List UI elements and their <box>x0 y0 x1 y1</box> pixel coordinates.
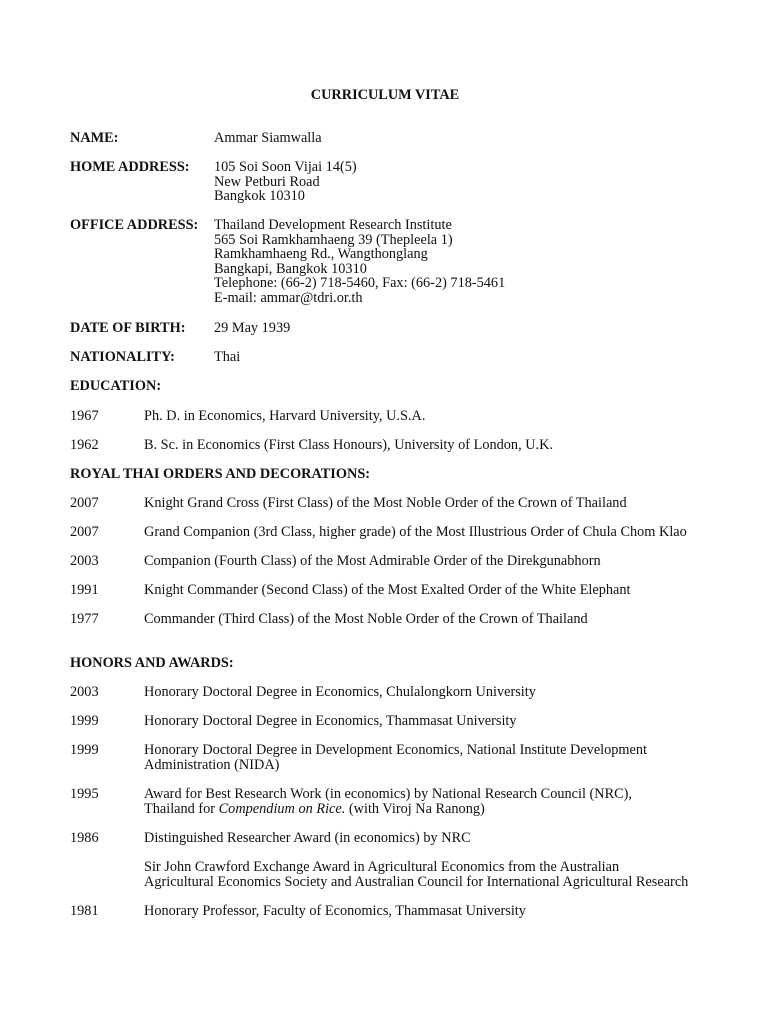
honor-year: 1981 <box>70 903 99 919</box>
honors-heading: HONORS AND AWARDS: <box>70 655 234 671</box>
honor-text-line: Sir John Crawford Exchange Award in Agricultural Economics from the Australian <box>144 859 620 875</box>
document-title: CURRICULUM VITAE <box>310 87 460 103</box>
book-title: Compendium on Rice. <box>218 800 346 817</box>
honor-text: Honorary Doctoral Degree in Economics, Thammasat University <box>144 713 517 729</box>
honor-text-line: Honorary Doctoral Degree in Development Economics, National Institute Development <box>144 742 648 758</box>
nationality-value: Thai <box>214 349 241 365</box>
honor-year: 2003 <box>70 684 99 700</box>
honor-year: 1995 <box>70 786 99 802</box>
name-value: Ammar Siamwalla <box>214 130 322 146</box>
office-address-line: Ramkhamhaeng Rd., Wangthonglang <box>214 246 428 263</box>
order-text: Grand Companion (3rd Class, higher grade) of the Most Illustrious Order of Chula Chom Klao <box>144 524 687 540</box>
home-address-line: New Petburi Road <box>214 173 320 190</box>
honor-text-line: Agricultural Economics Society and Australian Council for International Agricultural Research <box>144 873 689 890</box>
dob-label: DATE OF BIRTH: <box>70 320 186 336</box>
office-address-label: OFFICE ADDRESS: <box>70 217 199 233</box>
education-heading: EDUCATION: <box>70 378 162 394</box>
home-address-value <box>214 160 357 204</box>
honor-text-line: Administration (NIDA) <box>144 756 280 773</box>
home-address-line: 105 Soi Soon Vijai 14(5) <box>214 159 357 175</box>
honor-year: 1986 <box>70 830 99 846</box>
orders-heading: ROYAL THAI ORDERS AND DECORATIONS: <box>70 466 371 482</box>
order-text: Knight Commander (Second Class) of the Most Exalted Order of the White Elephant <box>144 582 631 598</box>
honor-text: Distinguished Researcher Award (in economics) by NRC <box>144 830 471 846</box>
honor-text-line <box>144 802 632 817</box>
education-text: B. Sc. in Economics (First Class Honours), University of London, U.K. <box>144 437 554 453</box>
honor-text-prefix: Thailand for <box>144 800 219 817</box>
office-address-line: Bangkapi, Bangkok 10310 <box>214 260 367 277</box>
honor-text-line: Award for Best Research Work (in economics) by National Research Council (NRC), <box>144 786 632 802</box>
office-address-value <box>214 218 505 306</box>
order-year: 1991 <box>70 582 99 598</box>
order-year: 2007 <box>70 495 99 511</box>
office-address-line: Thailand Development Research Institute <box>214 217 452 233</box>
order-year: 2003 <box>70 553 99 569</box>
honor-year: 1999 <box>70 713 99 729</box>
dob-value: 29 May 1939 <box>214 320 291 336</box>
order-year: 1977 <box>70 611 99 627</box>
honor-text: Honorary Doctoral Degree in Economics, Chulalongkorn University <box>144 684 536 700</box>
honor-text-suffix: (with Viroj Na Ranong) <box>345 800 485 817</box>
office-address-line: 565 Soi Ramkhamhaeng 39 (Thepleela 1) <box>214 231 453 248</box>
honor-year: 1999 <box>70 742 99 758</box>
order-text: Commander (Third Class) of the Most Noble Order of the Crown of Thailand <box>144 611 588 627</box>
nationality-label: NATIONALITY: <box>70 349 175 365</box>
name-label: NAME: <box>70 130 119 146</box>
education-text: Ph. D. in Economics, Harvard University, U.S.A. <box>144 408 426 424</box>
home-address-label: HOME ADDRESS: <box>70 159 190 175</box>
order-text: Companion (Fourth Class) of the Most Admirable Order of the Direkgunabhorn <box>144 553 601 569</box>
honor-text <box>144 860 688 889</box>
honor-text <box>144 743 647 772</box>
education-year: 1962 <box>70 437 99 453</box>
education-year: 1967 <box>70 408 99 424</box>
order-text: Knight Grand Cross (First Class) of the Most Noble Order of the Crown of Thailand <box>144 495 627 511</box>
honor-text: Honorary Professor, Faculty of Economics, Thammasat University <box>144 903 526 919</box>
office-address-line: Telephone: (66-2) 718-5460, Fax: (66-2) 718-5461 <box>214 275 506 292</box>
office-email-line: E-mail: ammar@tdri.or.th <box>214 289 363 306</box>
order-year: 2007 <box>70 524 99 540</box>
home-address-line: Bangkok 10310 <box>214 188 305 205</box>
honor-text <box>144 787 632 816</box>
